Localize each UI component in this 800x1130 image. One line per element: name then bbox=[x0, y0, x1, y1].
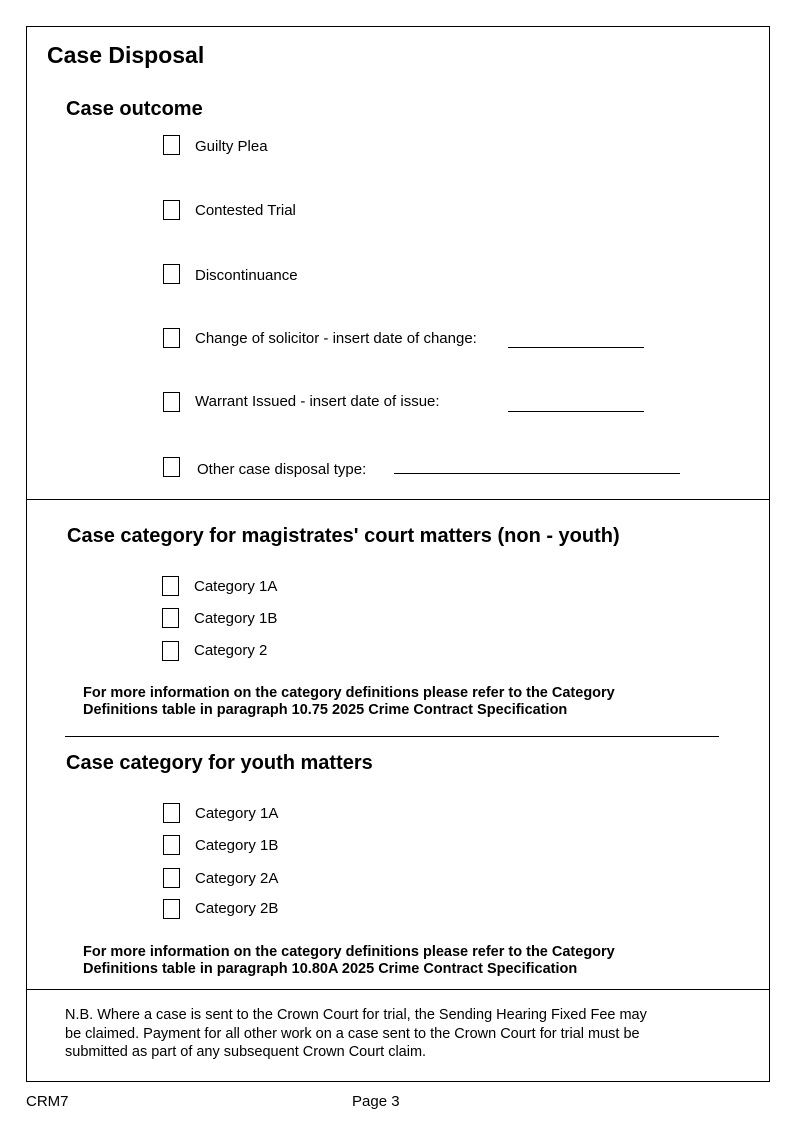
mag-category-1b-checkbox[interactable] bbox=[162, 608, 179, 628]
youth-category-1a-label: Category 1A bbox=[195, 805, 279, 822]
other-disposal-label: Other case disposal type: bbox=[197, 461, 367, 478]
youth-category-heading: Case category for youth matters bbox=[66, 752, 373, 774]
section-divider bbox=[27, 499, 769, 500]
page-title: Case Disposal bbox=[47, 42, 205, 68]
other-disposal-field[interactable] bbox=[394, 473, 680, 474]
subsection-divider bbox=[65, 736, 719, 737]
youth-category-1a-checkbox[interactable] bbox=[163, 803, 180, 823]
magistrates-note-line2: Definitions table in paragraph 10.75 2025 Crime Contract Specification bbox=[83, 702, 568, 718]
nb-line2: be claimed. Payment for all other work on a case sent to the Crown Court for trial must be bbox=[65, 1025, 640, 1042]
contested-trial-checkbox[interactable] bbox=[163, 200, 180, 220]
warrant-issued-label: Warrant Issued - insert date of issue: bbox=[195, 393, 440, 410]
change-of-solicitor-checkbox[interactable] bbox=[163, 328, 180, 348]
youth-category-2b-checkbox[interactable] bbox=[163, 899, 180, 919]
youth-note bbox=[83, 944, 615, 978]
youth-category-1b-label: Category 1B bbox=[195, 837, 279, 854]
discontinuance-checkbox[interactable] bbox=[163, 264, 180, 284]
form-code: CRM7 bbox=[26, 1093, 69, 1110]
warrant-issued-checkbox[interactable] bbox=[163, 392, 180, 412]
section-divider bbox=[27, 989, 769, 990]
youth-note-line1: For more information on the category definitions please refer to the Category bbox=[83, 944, 615, 960]
contested-trial-label: Contested Trial bbox=[195, 202, 296, 219]
nb-line1: N.B. Where a case is sent to the Crown Court for trial, the Sending Hearing Fixed Fee may bbox=[65, 1007, 647, 1023]
mag-category-1b-label: Category 1B bbox=[194, 610, 278, 627]
change-of-solicitor-label: Change of solicitor - insert date of change: bbox=[195, 330, 477, 347]
youth-category-1b-checkbox[interactable] bbox=[163, 835, 180, 855]
mag-category-1a-checkbox[interactable] bbox=[162, 576, 179, 596]
guilty-plea-label: Guilty Plea bbox=[195, 138, 268, 155]
mag-category-1a-label: Category 1A bbox=[194, 578, 278, 595]
magistrates-category-heading: Case category for magistrates' court matters (non - youth) bbox=[67, 525, 620, 547]
youth-note-line2: Definitions table in paragraph 10.80A 2025 Crime Contract Specification bbox=[83, 961, 578, 977]
change-date-field[interactable] bbox=[508, 347, 644, 348]
nb-line3: submitted as part of any subsequent Crown Court claim. bbox=[65, 1044, 427, 1060]
discontinuance-label: Discontinuance bbox=[195, 267, 298, 284]
page-number: Page 3 bbox=[352, 1093, 400, 1110]
youth-category-2a-label: Category 2A bbox=[195, 870, 279, 887]
magistrates-note-line1: For more information on the category definitions please refer to the Category bbox=[83, 685, 615, 701]
nb-note bbox=[65, 1006, 647, 1062]
youth-category-2b-label: Category 2B bbox=[195, 900, 279, 917]
mag-category-2-label: Category 2 bbox=[194, 642, 268, 659]
case-outcome-heading: Case outcome bbox=[66, 98, 203, 120]
youth-category-2a-checkbox[interactable] bbox=[163, 868, 180, 888]
issue-date-field[interactable] bbox=[508, 411, 644, 412]
mag-category-2-checkbox[interactable] bbox=[162, 641, 179, 661]
form-frame bbox=[26, 26, 770, 1082]
magistrates-note bbox=[83, 685, 615, 719]
guilty-plea-checkbox[interactable] bbox=[163, 135, 180, 155]
other-disposal-checkbox[interactable] bbox=[163, 457, 180, 477]
